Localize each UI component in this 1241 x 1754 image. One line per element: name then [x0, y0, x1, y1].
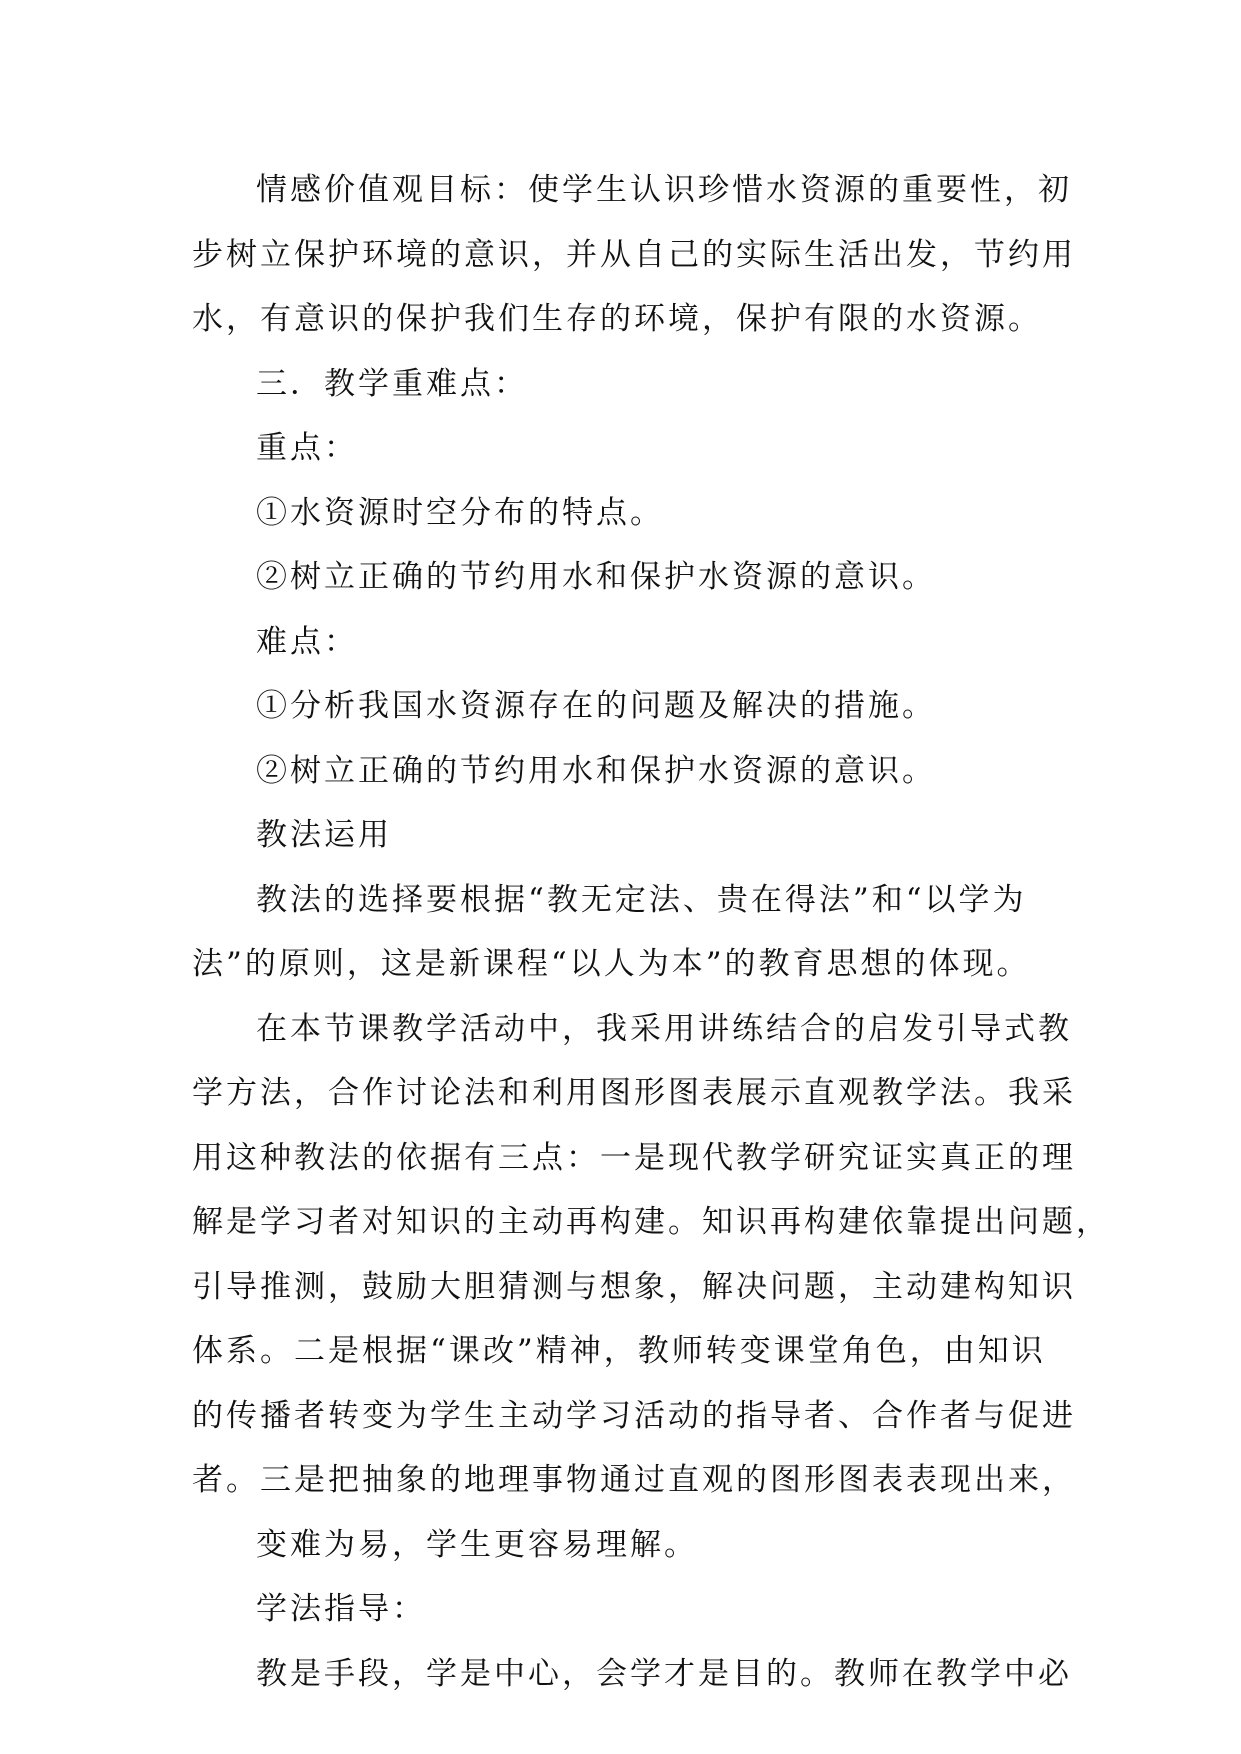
text-line: ①水资源时空分布的特点。 [256, 494, 664, 531]
text-line: 法”的原则，这是新课程“以人为本”的教育思想的体现。 [192, 946, 1031, 982]
text-line: ①分析我国水资源存在的问题及解决的措施。 [256, 688, 936, 724]
text-line: 体系。二是根据“课改”精神，教师转变课堂角色，由知识 [192, 1333, 1046, 1369]
text-line: 用这种教法的依据有三点：一是现代教学研究证实真正的理 [192, 1139, 1076, 1176]
text-line: 步树立保护环境的意识，并从自己的实际生活出发，节约用 [192, 236, 1076, 273]
text-line: 者。三是把抽象的地理事物通过直观的图形图表表现出来， [192, 1462, 1076, 1498]
text-line: ②树立正确的节约用水和保护水资源的意识。 [256, 559, 936, 595]
text-line: 变难为易，学生更容易理解。 [256, 1526, 698, 1563]
text-line: 的传播者转变为学生主动学习活动的指导者、合作者与促进 [192, 1397, 1076, 1434]
text-line: 教法的选择要根据“教无定法、贵在得法”和“以学为 [256, 881, 1027, 918]
text-line: 学法指导： [256, 1591, 426, 1627]
text-line: 重点： [256, 430, 358, 466]
text-line: 难点： [256, 623, 358, 660]
text-line: 解是学习者对知识的主动再构建。知识再构建依靠提出问题， [192, 1204, 1110, 1240]
text-line: 引导推测，鼓励大胆猜测与想象，解决问题，主动建构知识 [192, 1268, 1076, 1305]
text-line: 教是手段，学是中心，会学才是目的。教师在教学中必 [256, 1655, 1072, 1692]
document-body [192, 158, 1110, 1706]
text-line: ②树立正确的节约用水和保护水资源的意识。 [256, 752, 936, 789]
text-line: 在本节课教学活动中，我采用讲练结合的启发引导式教 [256, 1010, 1072, 1047]
text-line: 水，有意识的保护我们生存的环境，保护有限的水资源。 [192, 301, 1042, 337]
text-line: 学方法，合作讨论法和利用图形图表展示直观教学法。我采 [192, 1075, 1076, 1111]
text-line: 三．教学重难点： [256, 365, 528, 402]
text-line: 教法运用 [256, 817, 392, 853]
text-line: 情感价值观目标：使学生认识珍惜水资源的重要性，初 [256, 172, 1072, 208]
